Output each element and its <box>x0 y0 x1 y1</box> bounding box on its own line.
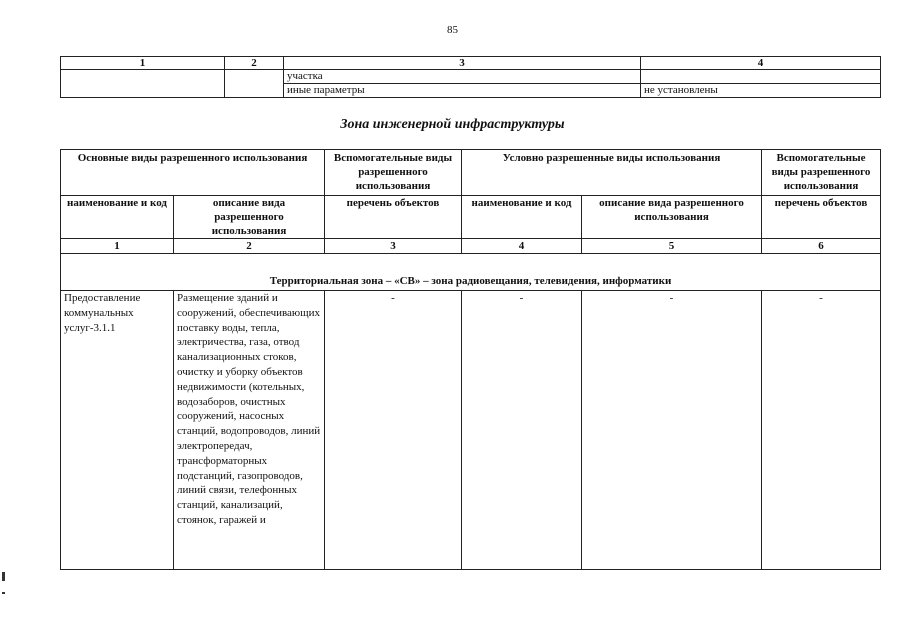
column-number: 1 <box>61 57 225 70</box>
table-cell: не установлены <box>641 84 881 98</box>
table-cell <box>61 70 225 98</box>
subheader-description: описание вида разрешенного использования <box>582 196 762 239</box>
column-number: 1 <box>61 239 174 254</box>
zone-title-row <box>61 254 881 291</box>
scan-artifact <box>2 592 5 594</box>
table-cell: участка <box>284 70 641 84</box>
empty-value: - <box>582 291 762 570</box>
subheader-object-list: перечень объектов <box>762 196 881 239</box>
column-number: 3 <box>325 239 462 254</box>
column-number: 3 <box>284 57 641 70</box>
group-header-aux-uses: Вспомогательные виды разрешенного использования <box>325 150 462 196</box>
column-number: 4 <box>462 239 582 254</box>
column-number: 4 <box>641 57 881 70</box>
continued-table <box>60 56 881 98</box>
zoning-table <box>60 149 881 570</box>
subheader-name-code: наименование и код <box>61 196 174 239</box>
section-title: Зона инженерной инфраструктуры <box>340 117 565 132</box>
page-number: 85 <box>447 24 458 36</box>
column-number-row <box>61 239 881 254</box>
group-header-aux-uses: Вспомогательные виды разрешенного использования <box>762 150 881 196</box>
table-row <box>61 70 881 84</box>
column-number: 2 <box>225 57 284 70</box>
table-cell: иные параметры <box>284 84 641 98</box>
group-header-main-uses: Основные виды разрешенного использования <box>61 150 325 196</box>
subheader-object-list: перечень объектов <box>325 196 462 239</box>
table-row <box>61 291 881 570</box>
subheader-name-code: наименование и код <box>462 196 582 239</box>
subheader-description: описание вида разрешенного использования <box>174 196 325 239</box>
empty-value: - <box>762 291 881 570</box>
column-number-row <box>61 57 881 70</box>
empty-value: - <box>325 291 462 570</box>
table-cell <box>225 70 284 98</box>
subheader-row <box>61 196 881 239</box>
table-cell <box>641 70 881 84</box>
use-description: Размещение зданий и сооружений, обеспечивающих поставку воды, тепла, электричества, газа, отвод канализационных стоков, очистку и уборку объектов недвижимости (котельных, водозаборов, очистных сооружений, насосных станций, водопроводов, линий электропередач, трансформаторных подстанций, газопроводов, линий связи, телефонных станций, канализаций, стоянок, гаражей и <box>174 291 325 570</box>
group-header-row <box>61 150 881 196</box>
empty-value: - <box>462 291 582 570</box>
column-number: 5 <box>582 239 762 254</box>
group-header-conditional-uses: Условно разрешенные виды использования <box>462 150 762 196</box>
column-number: 2 <box>174 239 325 254</box>
zone-title: Территориальная зона – «СВ» – зона радиовещания, телевидения, информатики <box>61 254 881 291</box>
use-name-code: Предоставление коммунальных услуг-3.1.1 <box>61 291 174 570</box>
column-number: 6 <box>762 239 881 254</box>
scan-artifact <box>2 572 5 581</box>
